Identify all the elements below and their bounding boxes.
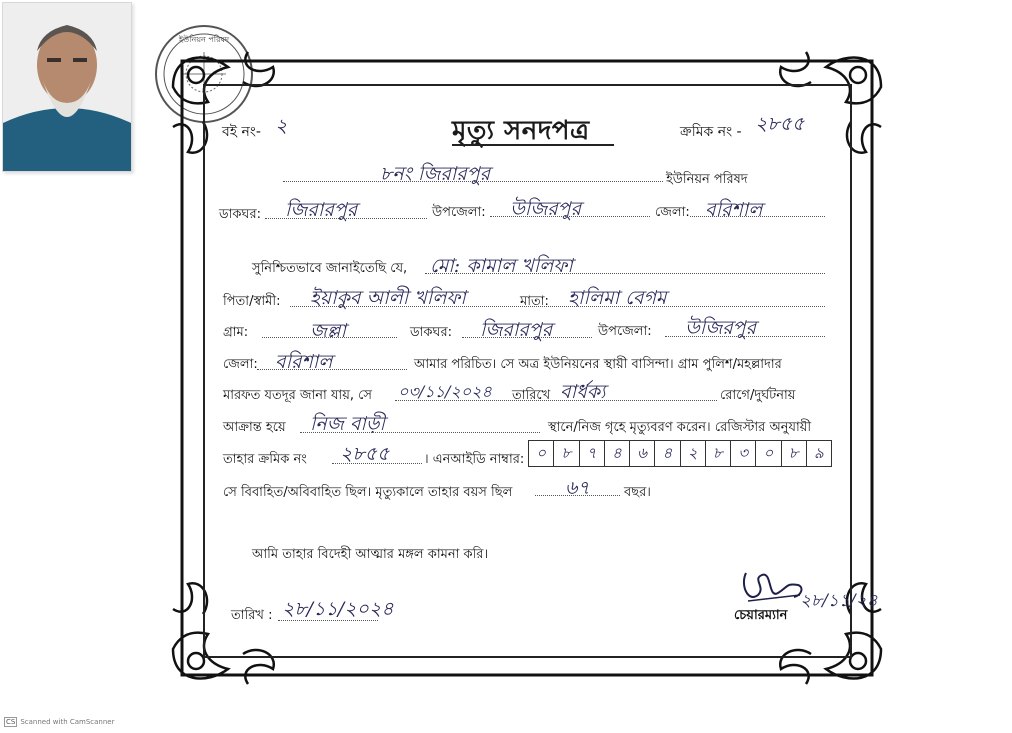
nid-digit: ৪ xyxy=(605,441,630,466)
chairman-label: চেয়ারম্যান xyxy=(734,608,788,623)
union-council-label: ইউনিয়ন পরিষদ xyxy=(666,172,748,187)
deceased-photo xyxy=(2,2,132,172)
age-line xyxy=(535,495,620,496)
body-district-label: জেলা: xyxy=(223,357,258,372)
village-line xyxy=(262,337,397,338)
father-label: পিতা/স্বামী: xyxy=(223,294,281,309)
upazila-line xyxy=(490,216,650,217)
header-upazila-value: উজিরপুর xyxy=(510,198,582,220)
village-label: গ্রাম: xyxy=(223,325,249,340)
body-post-line xyxy=(462,337,592,338)
mother-label: মাতা: xyxy=(520,294,549,309)
via-text: মারফত যতদূর জানা যায়, সে xyxy=(223,388,372,403)
blessing-text: আমি তাহার বিদেহী আত্মার মঙ্গল কামনা করি। xyxy=(252,547,489,562)
certify-label: সুনিশ্চিতভাবে জানাইতেছি যে, xyxy=(252,261,408,276)
post-line xyxy=(265,218,427,219)
signature-date: ২৮/১১/২৪ xyxy=(800,591,878,611)
death-line xyxy=(395,400,717,401)
nid-digit: ৪ xyxy=(655,441,680,466)
body-district-line xyxy=(257,369,407,370)
header-post-label: ডাকঘর: xyxy=(219,207,261,222)
deceased-name-value: মো: কামাল খলিফা xyxy=(430,255,573,277)
issue-date-line xyxy=(278,620,378,621)
header-district-value: বরিশাল xyxy=(705,199,763,221)
place-line xyxy=(300,432,540,433)
marital-text: সে বিবাহিত/অবিবাহিত ছিল। মৃত্যুকালে তাহার বয়স ছিল xyxy=(223,485,513,500)
header-district-label: জেলা: xyxy=(655,205,690,220)
camscanner-text: Scanned with CamScanner xyxy=(20,718,115,726)
body-upazila-line xyxy=(665,336,825,337)
parent-line xyxy=(290,306,825,307)
year-label: বছর। xyxy=(624,485,651,500)
disease-label: রোগে/দুর্ঘটনায় xyxy=(720,388,796,403)
header-post-value: জিরারপুর xyxy=(285,199,358,221)
register-serial-value: ২৮৫৫ xyxy=(340,443,390,465)
nid-digit: ৮ xyxy=(782,441,807,466)
camscanner-badge: CS xyxy=(6,718,16,726)
mother-value: হালিমা বেগম xyxy=(568,287,667,309)
name-line xyxy=(425,273,825,274)
age-value: ৬৭ xyxy=(565,477,590,499)
nid-digit: ৮ xyxy=(706,441,731,466)
book-number-label: বই নং- xyxy=(222,124,261,140)
nid-digit: ০ xyxy=(529,441,554,466)
death-place-value: নিজ বাড়ী xyxy=(310,413,385,435)
nid-number-grid xyxy=(528,440,832,467)
svg-text:ইউনিয়ন পরিষদ: ইউনিয়ন পরিষদ xyxy=(178,35,230,44)
serial-number-label: ক্রমিক নং - xyxy=(680,124,742,140)
title-underline xyxy=(452,144,614,146)
body-upazila-label: উপজেলা: xyxy=(598,324,652,339)
nid-digit: ৭ xyxy=(580,441,605,466)
nid-digit: ২ xyxy=(681,441,706,466)
district-line xyxy=(690,216,825,217)
place-text: স্থানে/নিজ গৃহে মৃত্যুবরণ করেন। রেজিস্টার অনুযায়ী xyxy=(548,420,812,435)
book-number-value: ২ xyxy=(275,115,288,137)
issue-date-label: তারিখ : xyxy=(231,608,273,623)
nid-digit: ৬ xyxy=(630,441,655,466)
nid-digit: ৯ xyxy=(814,444,824,462)
portrait-image xyxy=(3,3,131,171)
body-post-value: জিরারপুর xyxy=(480,319,553,341)
header-upazila-label: উপজেলা: xyxy=(432,205,486,220)
serial-number-value: ২৮৫৫ xyxy=(755,113,805,135)
chairman-signature xyxy=(738,565,808,610)
body-upazila-value: উজিরপুর xyxy=(685,317,757,339)
father-value: ইয়াকুব আলী খলিফা xyxy=(310,287,466,309)
scanner-watermark xyxy=(4,717,115,727)
nid-digit: ৩ xyxy=(731,441,756,466)
cause-value: বার্ধক্য xyxy=(560,381,606,403)
certificate-title: মৃত্যু সনদপত্র xyxy=(452,116,590,146)
date-of-death-value: ০৩/১১/২০২৪ xyxy=(398,382,492,401)
nid-digit: ৮ xyxy=(554,441,579,466)
date-label: তারিখে xyxy=(512,388,551,403)
body-post-label: ডাকঘর: xyxy=(410,325,452,340)
village-value: জল্লা xyxy=(310,320,347,342)
nid-label: । এনআইডি নাম্বার: xyxy=(424,452,525,467)
register-serial-label: তাহার ক্রমিক নং xyxy=(223,452,307,467)
affected-label: আক্রান্ত হয়ে xyxy=(223,420,286,435)
acquainted-text: আমার পরিচিত। সে অত্র ইউনিয়নের স্থায়ী বাসিন্দা। গ্রাম পুলিশ/মহল্লাদার xyxy=(414,357,782,372)
body-district-value: বরিশাল xyxy=(275,351,333,373)
union-name-value: ৮নং জিরারপুর xyxy=(380,163,491,185)
register-serial-line xyxy=(332,463,422,464)
issue-date-value: ২৮/১১/২০২৪ xyxy=(282,598,394,620)
nid-digit: ০ xyxy=(756,441,781,466)
